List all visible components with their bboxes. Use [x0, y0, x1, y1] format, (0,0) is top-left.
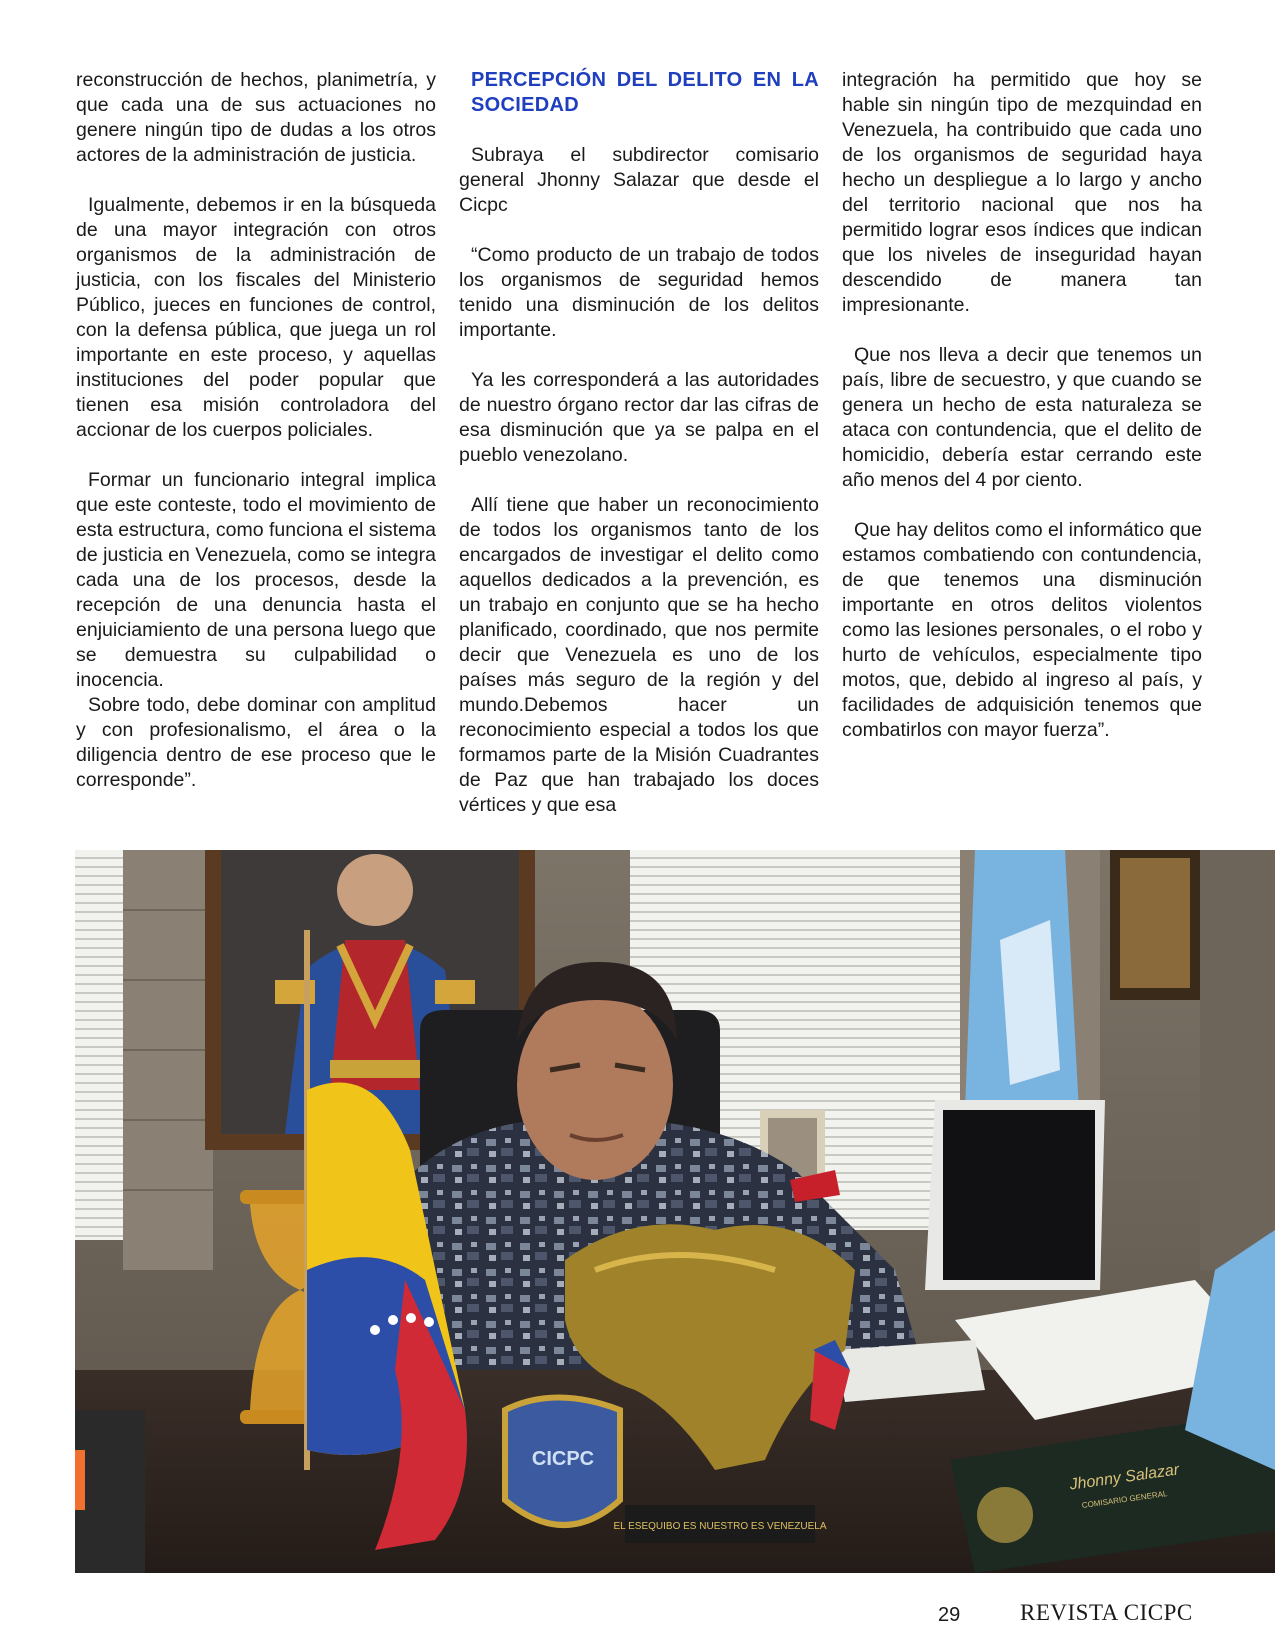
left-blinds: [75, 850, 123, 1240]
paragraph: Que nos lleva a decir que tenemos un país, libre de secuestro, y que cuando se genera un hecho de esta naturaleza se ataca con contundencia, que el delito de homicidio, debería estar cerrando este año menos del 4 por ciento.: [842, 344, 1202, 491]
magazine-name: REVISTA CICPC: [1020, 1600, 1193, 1625]
cicpc-shield-badge: [505, 1398, 620, 1526]
paragraph: reconstrucción de hechos, planimetría, y que cada una de sus actuaciones no genere ningún tipo de dudas a los otros actores de la administración de justicia.: [76, 69, 436, 166]
page-number: 29: [938, 1604, 961, 1626]
plaque-text: EL ESEQUIBO ES NUESTRO ES VENEZUELA: [613, 1521, 827, 1532]
paragraph: “Como producto de un trabajo de todos los organismos de seguridad hemos tenido una disminución de los delitos importante.: [459, 244, 819, 341]
article-column-3: [842, 68, 1202, 768]
paragraph: Igualmente, debemos ir en la búsqueda de una mayor integración con otros organismos de la administración de justicia, con los fiscales del Ministerio Público, jueces en funciones de control, con la defensa pública, que juega un rol importante en este proceso, y aquellas instituciones del poder popular que tienen esa misión controladora del accionar de los cuerpos policiales.: [76, 194, 436, 441]
office-photo: [75, 850, 1275, 1573]
article-column-2: [459, 68, 819, 843]
section-heading: PERCEPCIÓN DEL DELITO EN LA SOCIEDAD: [471, 69, 819, 116]
seal-icon: [977, 1487, 1033, 1543]
paragraph: Formar un funcionario integral implica que este conteste, todo el movimiento de esta estructura, como funciona el sistema de justicia en Venezuela, como se integra cada una de los procesos, desde la recepción de una denuncia hasta el enjuiciamiento de una persona luego que se demuestra su culpabilidad o inocencia.: [76, 469, 436, 691]
article-column-1: [76, 68, 436, 818]
paragraph: integración ha permitido que hoy se hable sin ningún tipo de mezquindad en Venezuela, ha contribuido que cada uno de los organismos de seguridad haya hecho un despliegue a lo largo y ancho del territorio nacional que nos ha permitido lograr esos índices que indican que los niveles de inseguridad hayan descendido de manera tan impresionante.: [842, 69, 1202, 316]
nameplate-title: COMISARIO GENERAL: [1081, 1489, 1168, 1510]
paragraph: Ya les corresponderá a las autoridades de nuestro órgano rector dar las cifras de esa disminución que ya se palpa en el pueblo venezolano.: [459, 369, 819, 466]
nameplate-name: Jhonny Salazar: [1068, 1461, 1181, 1494]
stone-wall: [123, 850, 213, 1270]
paragraph: Que hay delitos como el informático que estamos combatiendo con contundencia, de que tenemos una disminución importante en otros delitos violentos como las lesiones personales, o el robo y hurto de vehículos, especialmente tipo motos, que, debido al ingreso al país, y facilidades de adquisición tenemos que combatirlos con mayor fuerza”.: [842, 519, 1202, 741]
paragraph: Subraya el subdirector comisario general Jhonny Salazar que desde el Cicpc: [459, 144, 819, 216]
badge-text: CICPC: [531, 1448, 595, 1470]
laptop-screen: [943, 1110, 1095, 1280]
office-scene: [75, 850, 1275, 1573]
paragraph: Sobre todo, debe dominar con amplitud y con profesionalismo, el área o la diligencia dentro de ese proceso que le corresponde”.: [76, 694, 436, 791]
paragraph: Allí tiene que haber un reconocimiento de todos los organismos tanto de los encargados de investigar el delito como aquellos dedicados a la prevención, es un trabajo en conjunto que se ha hecho planificado, coordinado, que nos permite decir que Venezuela es uno de los países más seguro de la región y del mundo.Debemos hacer un reconocimiento especial a todos los que formamos parte de la Misión Cuadrantes de Paz que han trabajado los doces vértices y que esa: [459, 494, 819, 816]
